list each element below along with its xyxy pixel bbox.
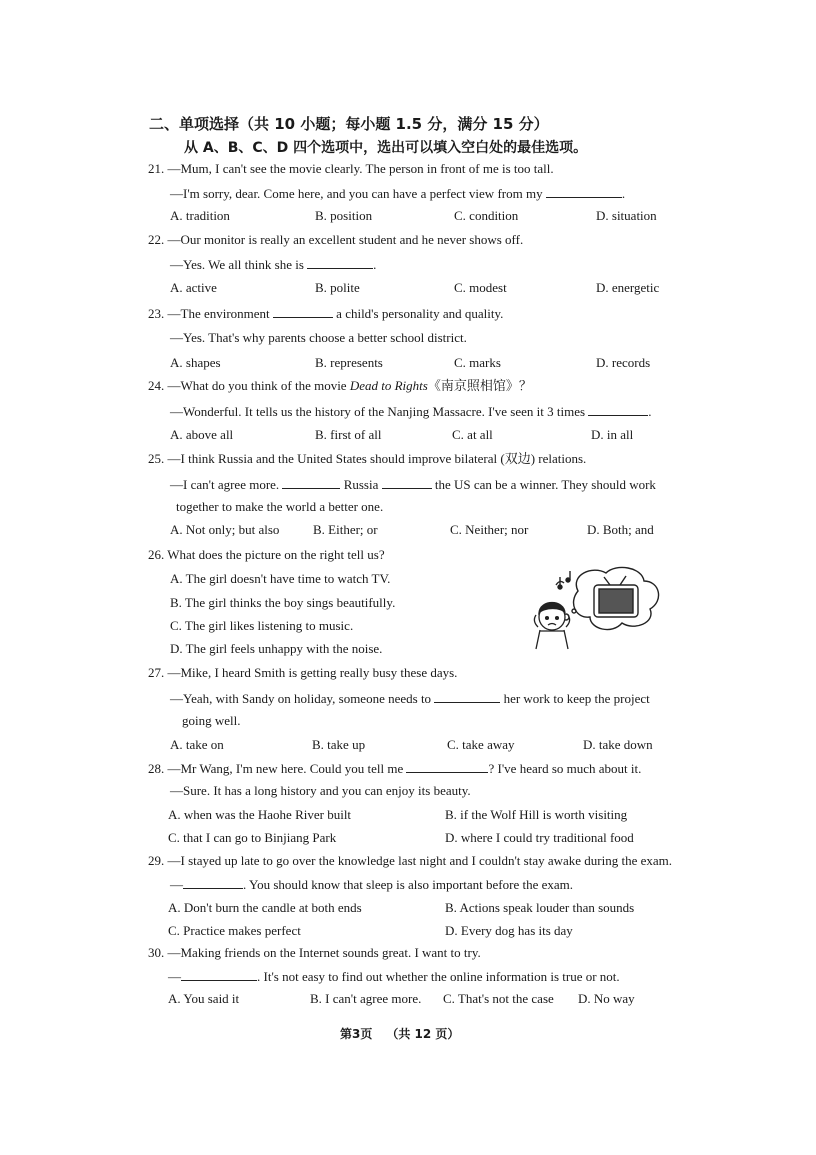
question-21: 21. —Mum, I can't see the movie clearly. The person in front of me is too tall. (148, 161, 554, 176)
option-b: B. represents (315, 355, 383, 370)
option-c: C. that I can go to Binjiang Park (168, 830, 337, 845)
option-d: D. where I could try traditional food (445, 830, 634, 845)
question-22: 22. —Our monitor is really an excellent student and he never shows off. (148, 232, 524, 247)
option-c: C. Neither; nor (450, 522, 529, 537)
option-a: A. take on (170, 737, 224, 752)
option-b: B. I can't agree more. (310, 991, 422, 1006)
option-c: C. condition (454, 208, 519, 223)
answer-blank (307, 256, 373, 269)
option-c: C. marks (454, 355, 501, 370)
option-c: C. The girl likes listening to music. (170, 618, 354, 633)
page-number: 第3页 (340, 1027, 373, 1041)
option-d: D. Both; and (587, 522, 654, 537)
option-c: C. That's not the case (443, 991, 554, 1006)
question-29: 29. —I stayed up late to go over the knowledge last night and I couldn't stay awake during the exam. (148, 853, 673, 868)
option-a: A. Don't burn the candle at both ends (168, 900, 362, 915)
option-b: B. Actions speak louder than sounds (445, 900, 635, 915)
option-c: C. at all (452, 427, 493, 442)
answer-blank (282, 476, 340, 489)
option-a: A. tradition (170, 208, 230, 223)
question-29-reply: — . You should know that sleep is also important before the exam. (170, 877, 574, 892)
question-22-reply: —Yes. We all think she is . (170, 257, 377, 272)
option-c: C. modest (454, 280, 507, 295)
question-25: 25. —I think Russia and the United States should improve bilateral (双边) relations. (148, 451, 587, 466)
option-c: C. Practice makes perfect (168, 923, 301, 938)
option-b: B. if the Wolf Hill is worth visiting (445, 807, 628, 822)
option-a: A. The girl doesn't have time to watch TV. (170, 571, 391, 586)
option-a: A. shapes (170, 355, 221, 370)
option-b: B. first of all (315, 427, 382, 442)
question-25-reply-cont: together to make the world a better one. (176, 499, 384, 514)
question-26: 26. What does the picture on the right tell us? (148, 547, 385, 562)
option-a: A. Not only; but also (170, 522, 280, 537)
answer-blank (382, 476, 432, 489)
answer-blank (181, 968, 257, 981)
question-28: 28. —Mr Wang, I'm new here. Could you tell me ? I've heard so much about it. (148, 761, 642, 776)
question-30: 30. —Making friends on the Internet sounds great. I want to try. (148, 945, 481, 960)
section-title: 二、单项选择（共 10 小题；每小题 1.5 分，满分 15 分） (149, 115, 549, 133)
option-d: D. records (596, 355, 651, 370)
answer-blank (546, 185, 622, 198)
question-24: 24. —What do you think of the movie Dead to Rights《南京照相馆》？ (148, 378, 532, 393)
cartoon-illustration (530, 565, 675, 650)
option-d: D. situation (596, 208, 657, 223)
option-b: B. take up (312, 737, 366, 752)
question-21-reply: —I'm sorry, dear. Come here, and you can have a perfect view from my . (170, 186, 626, 201)
option-d: D. Every dog has its day (445, 923, 573, 938)
question-25-reply: —I can't agree more. Russia the US can be a winner. They should work (170, 477, 656, 492)
answer-blank (406, 760, 488, 773)
option-d: D. take down (583, 737, 653, 752)
section-instruction: 从 A、B、C、D 四个选项中，选出可以填入空白处的最佳选项。 (184, 140, 588, 156)
option-a: A. when was the Haohe River built (168, 807, 352, 822)
option-d: D. No way (578, 991, 635, 1006)
option-d: D. energetic (596, 280, 660, 295)
option-d: D. The girl feels unhappy with the noise. (170, 641, 383, 656)
option-d: D. in all (591, 427, 634, 442)
option-b: B. Either; or (313, 522, 378, 537)
option-a: A. active (170, 280, 217, 295)
question-28-reply: —Sure. It has a long history and you can enjoy its beauty. (170, 783, 471, 798)
answer-blank (273, 305, 333, 318)
question-27: 27. —Mike, I heard Smith is getting really busy these days. (148, 665, 458, 680)
page-footer (340, 1025, 473, 1042)
option-a: A. above all (170, 427, 234, 442)
answer-blank (588, 403, 648, 416)
question-27-reply-cont: going well. (182, 713, 241, 728)
option-b: B. The girl thinks the boy sings beautifully. (170, 595, 396, 610)
option-c: C. take away (447, 737, 515, 752)
question-27-reply: —Yeah, with Sandy on holiday, someone needs to her work to keep the project (170, 691, 650, 706)
option-b: B. polite (315, 280, 360, 295)
answer-blank (434, 690, 500, 703)
question-23-reply: —Yes. That's why parents choose a better school district. (170, 330, 467, 345)
page-total: （共 12 页） (386, 1027, 460, 1041)
answer-blank (183, 876, 243, 889)
option-b: B. position (315, 208, 373, 223)
option-a: A. You said it (168, 991, 240, 1006)
question-30-reply: — . It's not easy to find out whether the online information is true or not. (168, 969, 620, 984)
question-24-reply: —Wonderful. It tells us the history of the Nanjing Massacre. I've seen it 3 times . (170, 404, 652, 419)
question-23: 23. —The environment a child's personality and quality. (148, 306, 504, 321)
